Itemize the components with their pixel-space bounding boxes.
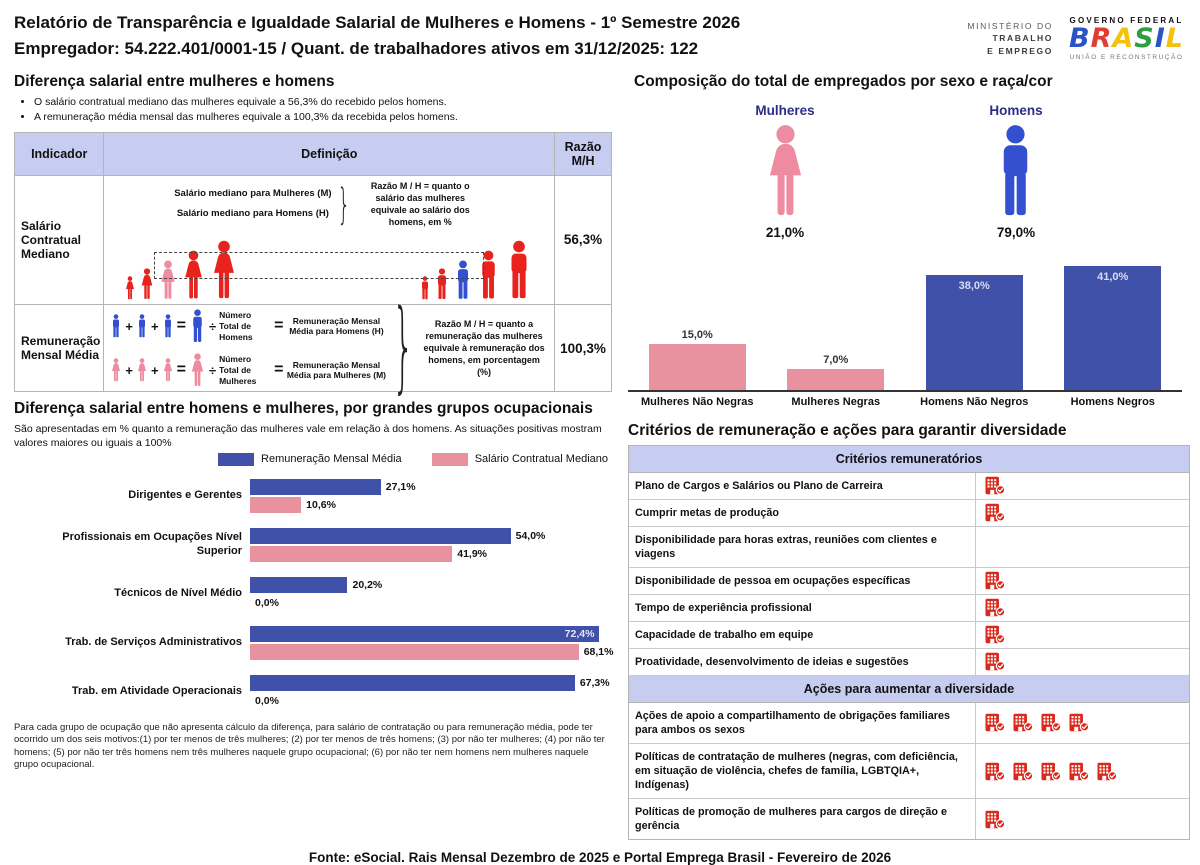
equals-sign: =	[176, 317, 186, 335]
woman-icon-large	[762, 124, 809, 218]
bar-value-label: 41,0%	[1097, 270, 1129, 283]
divide-sign: ÷	[208, 318, 217, 334]
bar	[250, 626, 599, 642]
criteria-section-header: Ações para aumentar a diversidade	[629, 676, 1189, 703]
bar-pair	[250, 526, 612, 564]
criteria-label: Tempo de experiência profissional	[629, 595, 976, 621]
occupational-title: Diferença salarial entre homens e mulheres, por grandes grupos ocupacionais	[14, 400, 593, 418]
criteria-row	[629, 799, 1189, 839]
governo-federal-logo	[1069, 16, 1184, 61]
bar	[1064, 266, 1161, 390]
criteria-row	[629, 649, 1189, 676]
building-check-icon	[1096, 762, 1118, 781]
criteria-row	[629, 744, 1189, 799]
source-footer: Fonte: eSocial. Rais Mensal Dezembro de 2025 e Portal Emprega Brasil - Fevereiro de 2026	[308, 850, 892, 865]
employer-line: Empregador: 54.222.401/0001-15 / Quant. de trabalhadores ativos em 31/12/2025: 122	[14, 39, 699, 59]
women-percentage: 21,0%	[765, 224, 805, 240]
equals-sign: =	[176, 361, 186, 379]
building-check-icon	[1068, 713, 1090, 732]
race-bar-column	[905, 254, 1044, 390]
salary-gap-title: Diferença salarial entre mulheres e homens	[14, 72, 335, 90]
women-average-formula	[110, 353, 386, 387]
man-icon	[162, 314, 174, 338]
indicator-label: Remuneração Mensal Média	[15, 305, 104, 392]
race-chart	[628, 254, 1190, 408]
category-label: Homens Não Negros	[920, 395, 1029, 408]
legend-item-salario	[432, 453, 608, 466]
ministry-line: MINISTÉRIO DO	[967, 21, 1053, 32]
equals-sign: =	[274, 317, 284, 335]
category-label: Mulheres Negras	[791, 395, 881, 408]
bar-line	[250, 497, 612, 513]
median-men-label: Salário mediano para Homens (H)	[176, 207, 329, 219]
bar-value-label: 41,9%	[457, 547, 488, 560]
criteria-table	[628, 445, 1190, 840]
criteria-label: Plano de Cargos e Salários ou Plano de Carreira	[629, 473, 976, 499]
criteria-row	[629, 527, 1189, 568]
building-check-icon	[984, 810, 1006, 829]
building-check-icon	[1012, 762, 1034, 781]
brace-glyph: }	[337, 178, 351, 230]
men-label: Homens	[989, 102, 1043, 118]
bar	[649, 329, 746, 389]
man-icon	[136, 314, 148, 338]
building-check-icon	[1040, 762, 1062, 781]
bar	[250, 497, 301, 513]
bar-pair	[250, 477, 612, 515]
category-label: Homens Negros	[1070, 395, 1155, 408]
bar-value-label: 20,2%	[352, 578, 383, 591]
men-average-formula	[110, 309, 386, 343]
criteria-row	[629, 568, 1189, 595]
criteria-row	[629, 500, 1189, 527]
building-check-icon	[984, 625, 1006, 644]
race-chart-plot	[628, 254, 1182, 392]
man-icon	[419, 276, 431, 300]
bar-line	[250, 528, 612, 544]
ministry-line: TRABALHO	[992, 33, 1053, 44]
plus-sign: +	[151, 318, 159, 334]
building-check-icon	[984, 713, 1006, 732]
equals-sign: =	[274, 361, 284, 379]
criteria-label: Ações de apoio a compartilhamento de obrigações familiares para ambos os sexos	[629, 703, 976, 743]
criteria-icons	[976, 473, 1189, 499]
col-razao: Razão M/H	[555, 132, 612, 175]
bar-line	[250, 644, 612, 660]
bar	[250, 479, 381, 495]
women-label: Mulheres	[755, 102, 815, 118]
bar	[926, 275, 1023, 390]
bar	[250, 528, 511, 544]
criteria-row	[629, 622, 1189, 649]
bar-pair	[250, 624, 612, 662]
bar	[787, 353, 884, 390]
criteria-icons	[976, 568, 1189, 594]
bar-value-label: 67,3%	[579, 676, 610, 689]
building-check-icon	[984, 503, 1006, 522]
criteria-icons	[976, 744, 1189, 798]
building-check-icon	[1068, 762, 1090, 781]
ratio-value-average: 100,3%	[555, 305, 612, 392]
building-check-icon	[1012, 713, 1034, 732]
bar-line	[250, 577, 612, 593]
report-header	[0, 0, 1200, 65]
criteria-label: Políticas de contratação de mulheres (negras, com deficiência, em situação de violência, chefes de família, LGBTQIA+, Indígenas)	[629, 744, 976, 798]
bar-line	[250, 546, 612, 562]
category-label: Trab. em Atividade Operacionais	[71, 684, 242, 697]
bar-value-label: 0,0%	[255, 596, 279, 609]
woman-icon	[139, 268, 155, 300]
bar-value-label: 15,0%	[681, 329, 713, 342]
race-bar-column	[628, 254, 767, 390]
man-icon	[504, 240, 534, 300]
col-indicador: Indicador	[15, 132, 104, 175]
woman-icon	[136, 358, 148, 382]
bar-value-label: 38,0%	[958, 279, 990, 292]
criteria-section-header: Critérios remuneratórios	[629, 446, 1189, 473]
bar-line	[250, 675, 612, 691]
occupational-subtitle: São apresentadas em % quanto a remuneração das mulheres vale em relação à dos homens. As situações positivas mostram valores maiores ou iguais a 100%	[14, 423, 602, 449]
building-check-icon	[984, 762, 1006, 781]
occupational-footnote: Para cada grupo de ocupação que não apresenta cálculo da diferença, para salário de contratação ou para remuneração média, pode ter ocorrido um dos seis motivos:(1) por ter menos de três mulheres; (2) por ter menos de três homens; (3) por não ter mulheres; (4) por não ter homens; (5) por não ter três homens nem três mulheres naquele grupo ocupacional; (6) por não ter nem homens nem mulheres naquele grupo ocupacional.	[14, 721, 605, 771]
plus-sign: +	[125, 362, 133, 378]
criteria-row	[629, 473, 1189, 500]
building-check-icon	[984, 571, 1006, 590]
race-bar-column	[1044, 254, 1183, 390]
men-composition	[989, 103, 1042, 240]
table-row-salario-mediano	[15, 175, 612, 305]
indicator-label: Salário Contratual Mediano	[15, 175, 104, 305]
gov-logo-bottom: UNIÃO E RECONSTRUÇÃO	[1069, 54, 1184, 61]
occupational-chart	[14, 477, 612, 711]
women-total-label: Número Total de Mulheres	[219, 354, 257, 386]
criteria-label: Proatividade, desenvolvimento de ideias e sugestões	[629, 649, 976, 675]
bar-value-label: 72,4%	[564, 627, 595, 640]
bar	[250, 546, 452, 562]
legend-label: Remuneração Mensal Média	[261, 453, 402, 466]
category-label: Técnicos de Nível Médio	[114, 586, 242, 599]
ratio-value-median: 56,3%	[555, 175, 612, 305]
ratio-definition-note: Razão M / H = quanto o salário das mulheres equivale ao salário dos homens, em %	[370, 180, 470, 228]
bar-value-label: 27,1%	[385, 480, 416, 493]
bar	[250, 577, 347, 593]
race-chart-categories	[628, 392, 1182, 408]
criteria-label: Políticas de promoção de mulheres para cargos de direção e gerência	[629, 799, 976, 839]
race-bar-column	[767, 254, 906, 390]
category-label: Mulheres Não Negras	[641, 395, 754, 408]
bar	[250, 644, 579, 660]
ministry-logo	[967, 20, 1053, 57]
criteria-label: Disponibilidade de pessoa em ocupações específicas	[629, 568, 976, 594]
bar-value-label: 10,6%	[306, 498, 336, 511]
ministry-line: E EMPREGO	[987, 45, 1053, 56]
man-icon	[110, 314, 122, 338]
median-dashed-box	[154, 252, 484, 279]
plus-sign: +	[125, 318, 133, 334]
col-definicao: Definição	[104, 132, 555, 175]
woman-icon	[162, 358, 174, 382]
brasil-wordmark: BRASIL	[1068, 23, 1184, 54]
building-check-icon	[984, 598, 1006, 617]
category-label: Dirigentes e Gerentes	[128, 488, 242, 501]
building-check-icon	[984, 652, 1006, 671]
bar-line	[250, 595, 612, 611]
criteria-label: Cumprir metas de produção	[629, 500, 976, 526]
criteria-icons	[976, 703, 1189, 743]
chart-group-row	[14, 477, 612, 515]
legend-item-remuneracao	[218, 453, 402, 466]
indicator-table	[14, 132, 612, 407]
plus-sign: +	[151, 362, 159, 378]
divide-sign: ÷	[208, 362, 217, 378]
man-icon-large	[189, 309, 206, 343]
criteria-label: Disponibilidade para horas extras, reuniões com clientes e viagens	[629, 527, 976, 567]
bar	[250, 675, 575, 691]
composition-title: Composição do total de empregados por sexo e raça/cor	[634, 72, 1053, 90]
criteria-icons	[976, 649, 1189, 675]
criteria-row	[629, 703, 1189, 744]
women-composition	[755, 103, 814, 240]
median-women-label: Salário mediano para Mulheres (M)	[174, 188, 332, 200]
page-title: Relatório de Transparência e Igualdade Salarial de Mulheres e Homens - 1º Semestre 2026	[14, 13, 741, 32]
criteria-label: Capacidade de trabalho em equipe	[629, 622, 976, 648]
salary-gap-bullets	[34, 96, 612, 123]
chart-group-row	[14, 624, 612, 662]
criteria-icons	[976, 799, 1189, 839]
bullet-median-salary: • O salário contratual mediano das mulheres equivale a 56,3% do recebido pelos homens.	[34, 96, 612, 108]
building-check-icon	[1040, 713, 1062, 732]
criteria-icons	[976, 622, 1189, 648]
brace-glyph: }	[392, 290, 415, 407]
bar-value-label: 0,0%	[255, 694, 279, 707]
woman-icon-large	[189, 353, 206, 387]
bullet-average-pay: • A remuneração média mensal das mulheres equivale a 100,3% da recebida pelos homens.	[34, 111, 612, 123]
bar-line	[250, 693, 612, 709]
median-people-illustration	[110, 234, 548, 300]
building-check-icon	[984, 476, 1006, 495]
criteria-icons	[976, 527, 1189, 567]
chart-group-row	[14, 575, 612, 613]
ratio-definition-note: Razão M / H = quanto a remuneração das mulheres equivale à remuneração dos homens, em porcentagem (%)	[423, 318, 545, 378]
criteria-icons	[976, 595, 1189, 621]
legend-swatch-blue	[218, 453, 254, 466]
men-average-label: Remuneração Mensal Média para Homens (H)	[289, 315, 384, 337]
bar-pair	[250, 575, 612, 613]
legend-swatch-pink	[432, 453, 468, 466]
table-row-remuneracao-media	[15, 305, 612, 392]
criteria-title: Critérios de remuneração e ações para garantir diversidade	[628, 421, 1067, 439]
legend-label: Salário Contratual Mediano	[474, 453, 608, 466]
woman-icon	[124, 276, 136, 300]
chart-legend	[14, 453, 608, 466]
category-label: Trab. de Serviços Administrativos	[65, 635, 242, 648]
woman-icon	[110, 358, 122, 382]
women-average-label: Remuneração Mensal Média para Mulheres (M)	[286, 359, 387, 381]
bar-line	[250, 626, 612, 642]
gov-logo-top: GOVERNO FEDERAL	[1069, 16, 1184, 25]
bar-value-label: 7,0%	[823, 353, 849, 366]
chart-group-row	[14, 526, 612, 564]
category-label: Profissionais em Ocupações Nível Superior	[62, 531, 242, 557]
bar-value-label: 54,0%	[515, 529, 546, 542]
bar-pair	[250, 673, 612, 711]
criteria-icons	[976, 500, 1189, 526]
bar-line	[250, 479, 612, 495]
men-total-label: Número Total de Homens	[219, 310, 253, 342]
chart-group-row	[14, 673, 612, 711]
criteria-row	[629, 595, 1189, 622]
bar-value-label: 68,1%	[583, 645, 614, 658]
man-icon-large	[992, 124, 1039, 218]
men-percentage: 79,0%	[996, 224, 1036, 240]
